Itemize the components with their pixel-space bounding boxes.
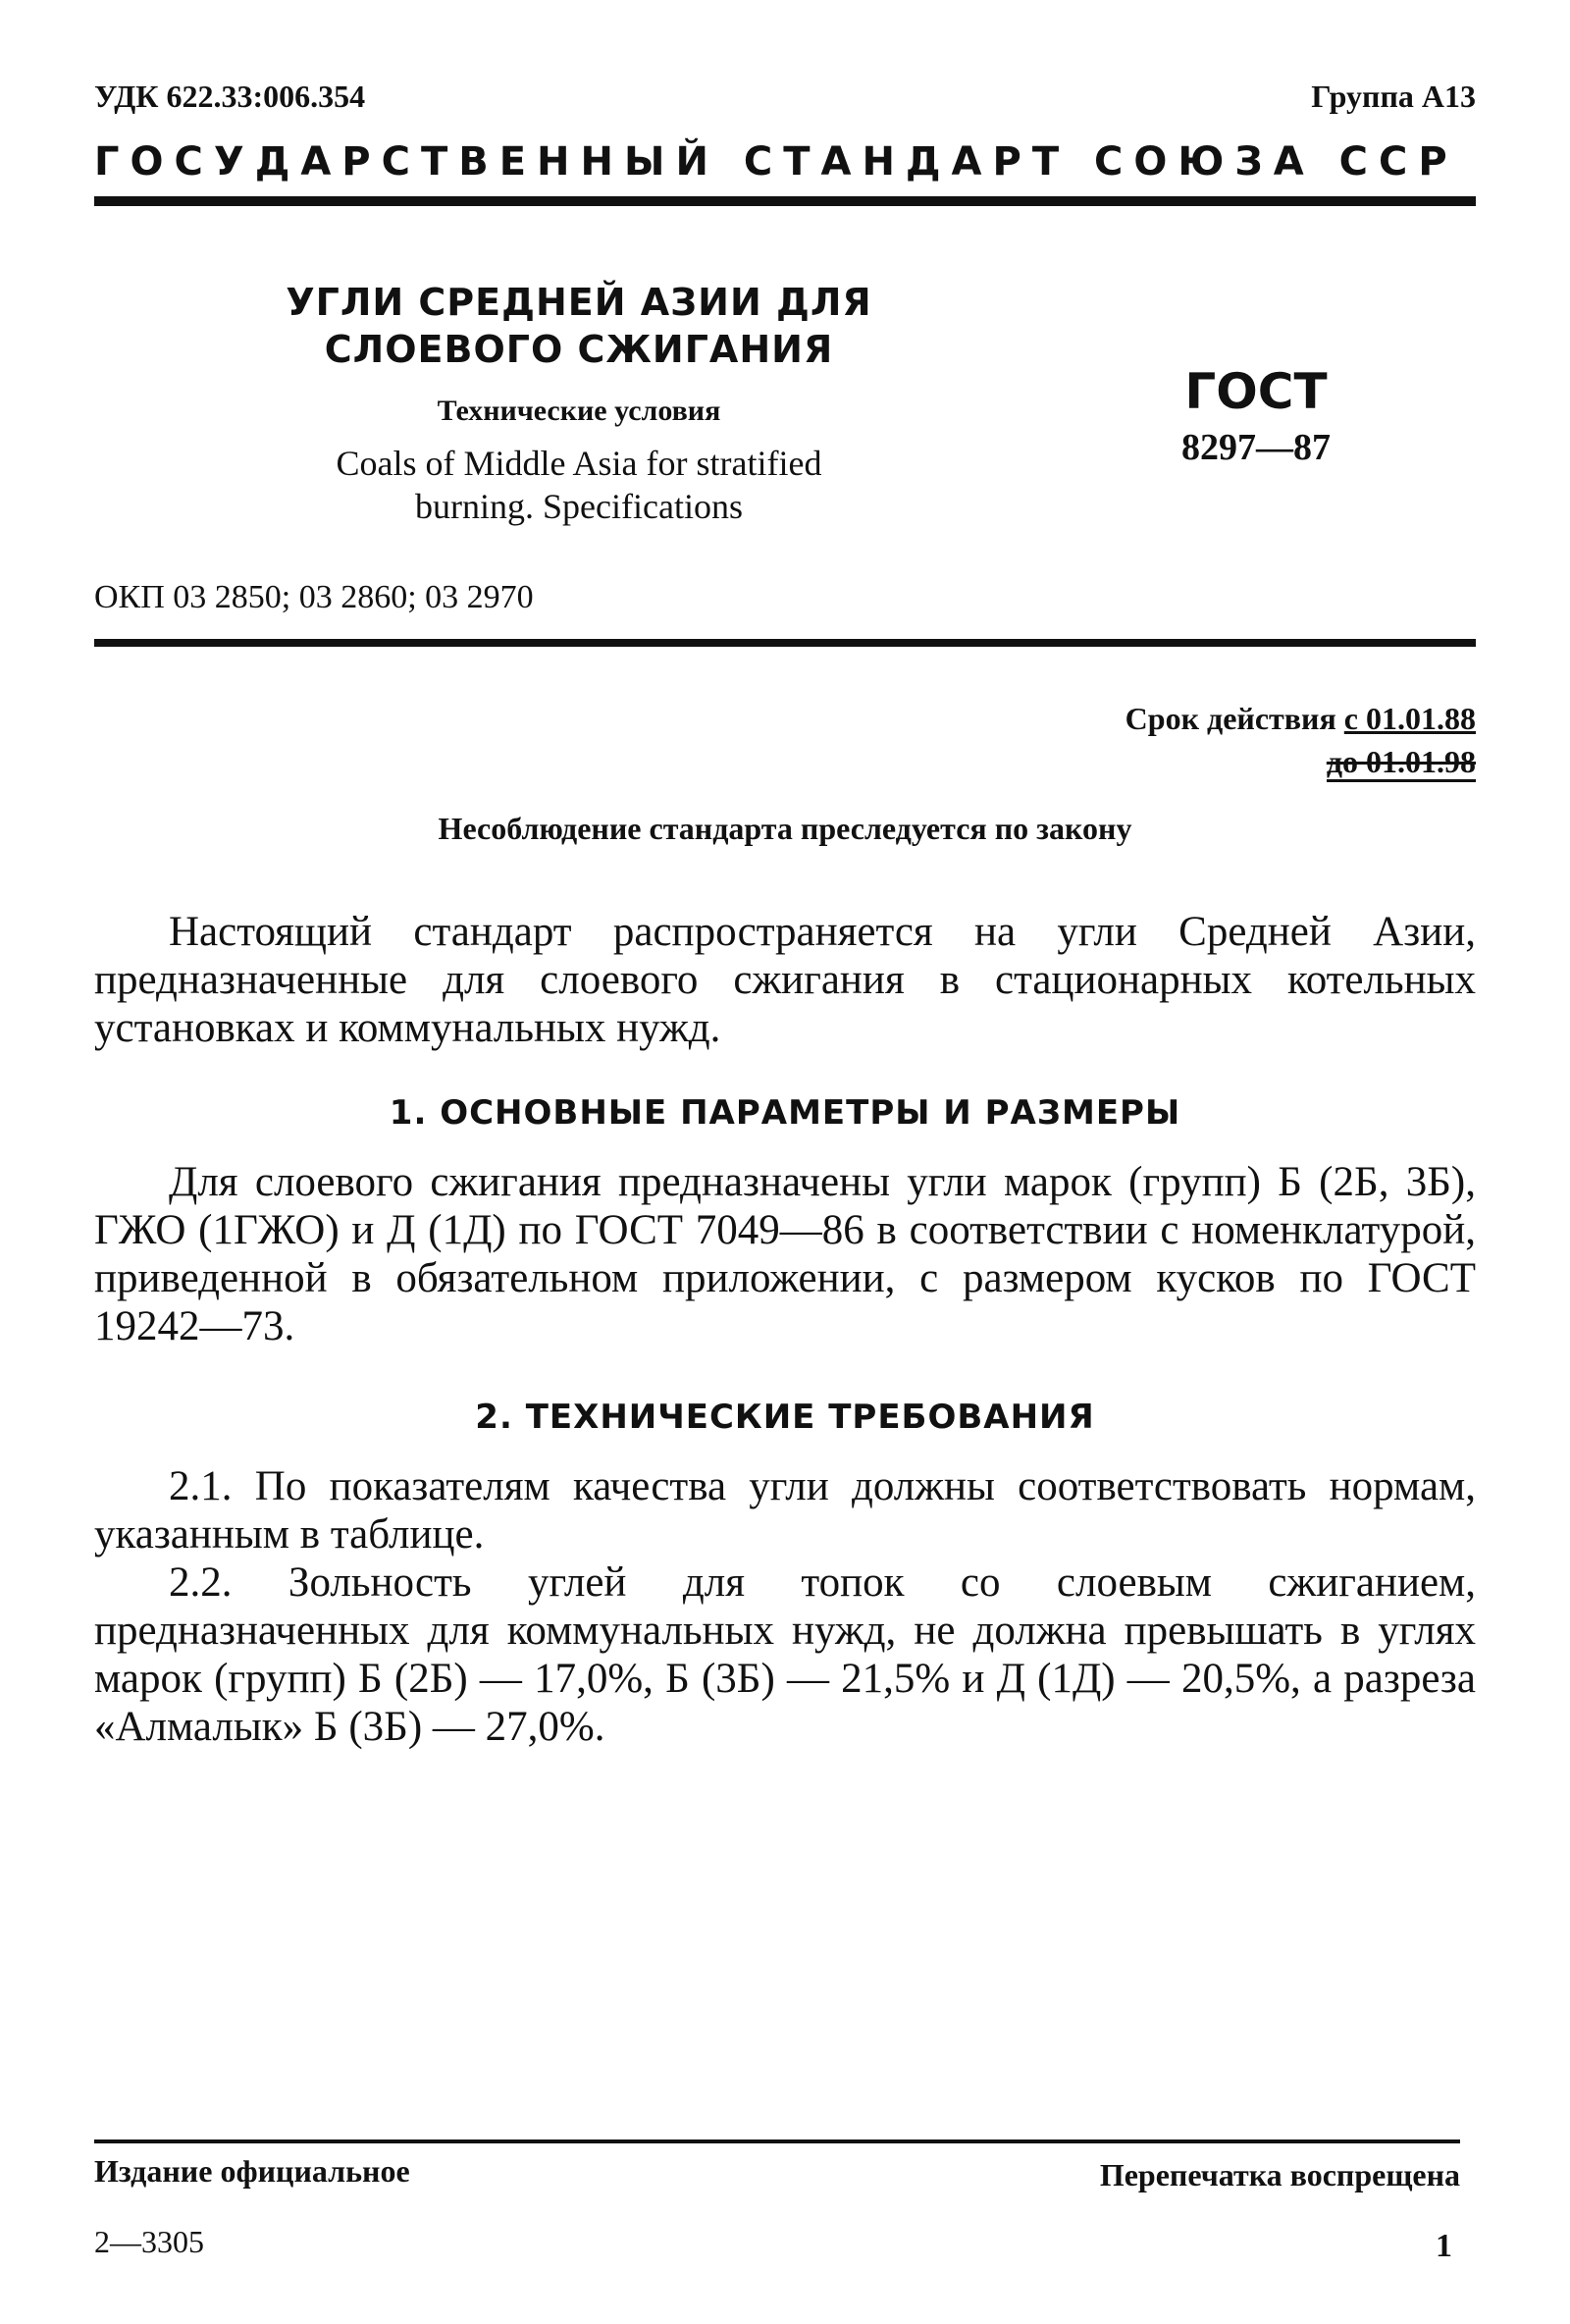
- compliance-notice: Несоблюдение стандарта преследуется по закону: [438, 811, 1132, 846]
- title-divider: [94, 639, 1476, 647]
- clause-2-1: 2.1. По показателям качества угли должны соответствовать нормам, указанным в таблице.: [94, 1463, 1476, 1558]
- section-1-heading: 1. ОСНОВНЫЕ ПАРАМЕТРЫ И РАЗМЕРЫ: [389, 1093, 1181, 1133]
- section-2-heading: 2. ТЕХНИЧЕСКИЕ ТРЕБОВАНИЯ: [475, 1398, 1095, 1437]
- validity-period: [1125, 697, 1476, 783]
- header-divider: [94, 196, 1476, 206]
- validity-to-line: [1125, 740, 1476, 783]
- title-line-1: УГЛИ СРЕДНЕЙ АЗИИ ДЛЯ: [286, 281, 872, 324]
- udk-code: УДК 622.33:006.354: [94, 79, 366, 114]
- okp-codes: ОКП 03 2850; 03 2860; 03 2970: [94, 579, 534, 615]
- validity-label: Срок действия: [1125, 701, 1336, 736]
- clause-2-2: 2.2. Зольность углей для топок со слоевым сжиганием, предназначенных для коммунальных нужд, не должна превышать в углях марок (групп) Б (2Б) — 17,0%, Б (3Б) — 21,5% и Д (1Д) — 20,5%, а разреза «Алмалык» Б (3Б) — 27,0%.: [94, 1559, 1476, 1750]
- footer-divider: [94, 2139, 1460, 2143]
- validity-from: с 01.01.88: [1343, 701, 1476, 736]
- edition-note: Издание официальное: [94, 2153, 410, 2189]
- gost-designation: [1138, 363, 1374, 469]
- reprint-notice: Перепечатка воспрещена: [1099, 2157, 1460, 2192]
- validity-to: до 01.01.98: [1327, 744, 1476, 782]
- title-line-2: СЛОЕВОГО СЖИГАНИЯ: [324, 328, 834, 371]
- section-1-paragraph: Для слоевого сжигания предназначены угли марок (групп) Б (2Б, 3Б), ГЖО (1ГЖО) и Д (1Д) по ГОСТ 7049—86 в соответствии с номенклатурой, приведенной в обязательном приложении, с размером кусков по ГОСТ 19242—73.: [94, 1159, 1476, 1349]
- document-title-block: [245, 279, 913, 528]
- state-standard-banner: ГОСУДАРСТВЕННЫЙ СТАНДАРТ СОЮЗА ССР: [94, 139, 1458, 185]
- order-number: 2—3305: [94, 2224, 204, 2259]
- intro-paragraph: Настоящий стандарт распространяется на угли Средней Азии, предназначенные для слоевого сжигания в стационарных котельных установках и коммунальных нужд.: [94, 909, 1476, 1051]
- gost-label: ГОСТ: [1184, 363, 1328, 420]
- english-title: [245, 442, 913, 528]
- group-code: Группа А13: [1311, 79, 1476, 114]
- gost-number: 8297—87: [1181, 427, 1331, 468]
- english-title-line-1: Coals of Middle Asia for stratified: [336, 444, 822, 483]
- page-number: 1: [1436, 2228, 1452, 2264]
- validity-from-line: [1125, 697, 1476, 740]
- document-subtitle: Технические условия: [437, 395, 721, 427]
- english-title-line-2: burning. Specifications: [415, 487, 743, 526]
